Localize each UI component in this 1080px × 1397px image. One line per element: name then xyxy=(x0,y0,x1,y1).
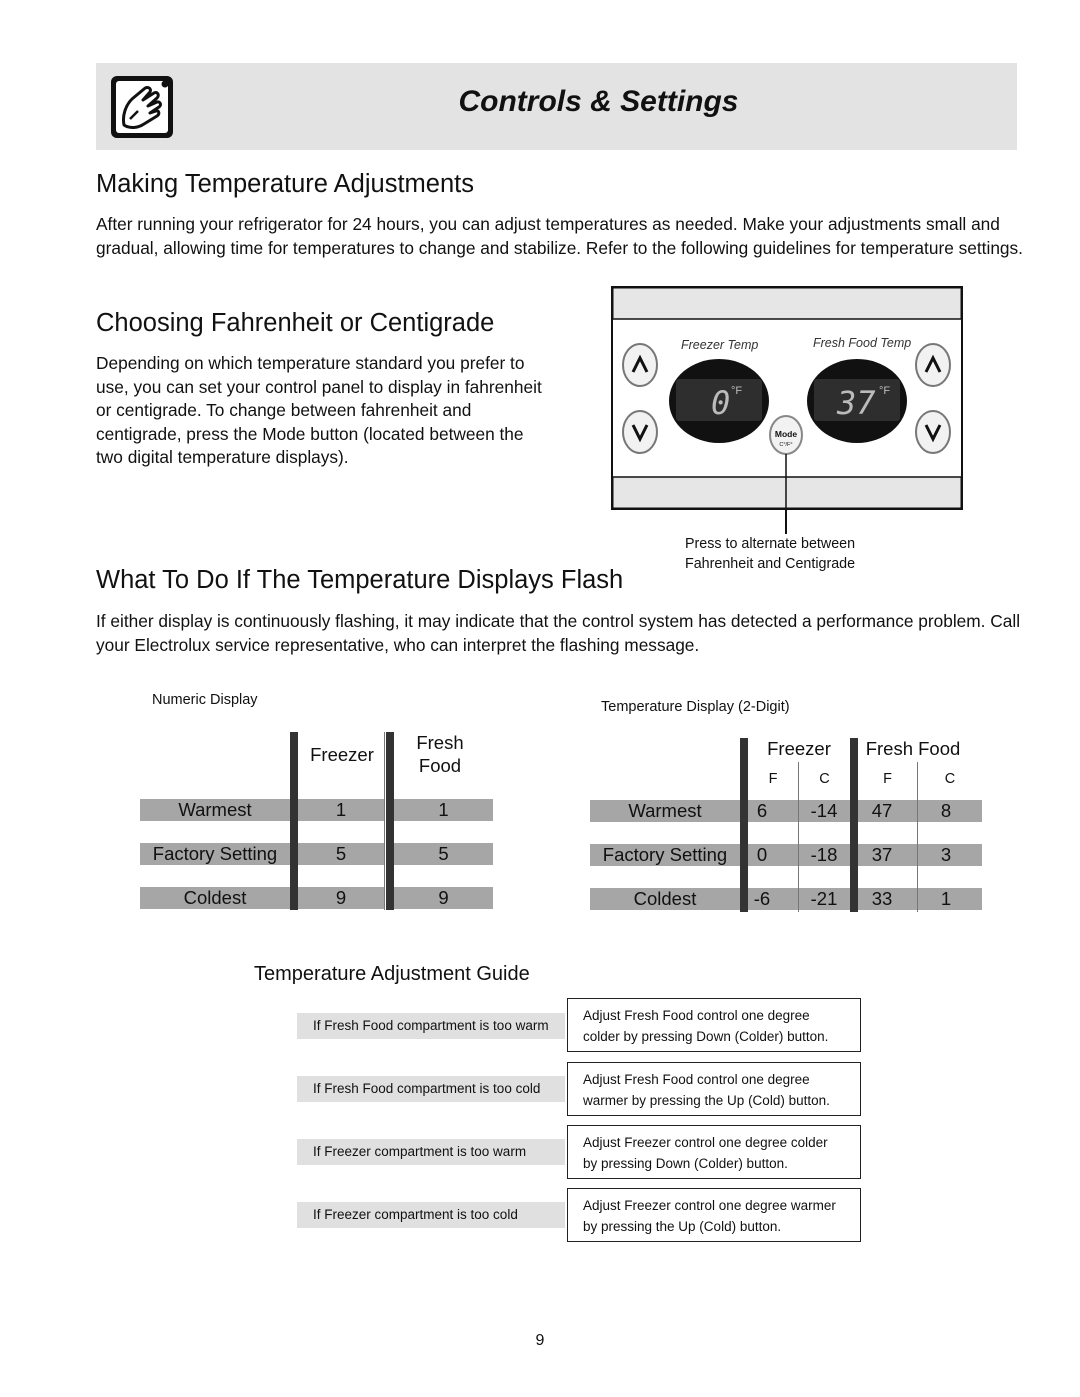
fresh-food-display xyxy=(807,359,907,443)
row-label: Factory Setting xyxy=(152,843,278,864)
guide-action xyxy=(567,1188,861,1242)
display-flash-text: If either display is continuously flashing, it may indicate that the control system has detected a performance problem. Call your Electrolux service representative, who can interpret the flashing message. xyxy=(96,611,1021,655)
freezer-up-button[interactable] xyxy=(623,344,657,386)
fresh-food-display-value: 37 xyxy=(837,384,876,422)
freezer-value: 5 xyxy=(335,843,347,864)
fresh-f-value: 47 xyxy=(871,800,893,821)
numeric-header-fresh-2: Food xyxy=(418,755,462,776)
display-flash-heading: What To Do If The Temperature Displays Flash xyxy=(96,566,624,594)
freezer-c-value: -14 xyxy=(810,800,838,821)
freezer-f-value: 0 xyxy=(756,844,768,865)
fahrenheit-centigrade-text: Depending on which temperature standard you prefer to use, you can set your control panel to display in fahrenheit or centigrade. To change between fahrenheit and centigrade, press the Mode button (located between the two digital temperature displays). xyxy=(96,353,542,467)
guide-action-line: by pressing Down (Colder) button. xyxy=(583,1156,788,1171)
mode-button[interactable] xyxy=(770,416,802,454)
freezer-temp-label: Freezer Temp xyxy=(681,338,759,352)
guide-action-line: Adjust Fresh Food control one degree xyxy=(583,1072,810,1087)
freezer-f-value: 6 xyxy=(756,800,768,821)
fresh-food-display-unit: °F xyxy=(879,385,891,397)
guide-action-line: warmer by pressing the Up (Cold) button. xyxy=(583,1093,830,1108)
fresh-c-value: 8 xyxy=(940,800,952,821)
row-label: Factory Setting xyxy=(602,844,728,865)
fresh-value: 9 xyxy=(438,887,449,908)
temp-header-freezer: Freezer xyxy=(767,738,831,759)
numeric-header-freezer: Freezer xyxy=(310,744,374,765)
making-adjustments-heading: Making Temperature Adjustments xyxy=(96,170,474,198)
row-label: Warmest xyxy=(178,799,252,820)
mode-callout-caption xyxy=(685,535,915,574)
numeric-display-label: Numeric Display xyxy=(152,692,258,708)
freezer-display-value: 0 xyxy=(711,384,731,422)
guide-condition: If Freezer compartment is too cold xyxy=(297,1202,565,1228)
freezer-f-value: -6 xyxy=(753,888,771,909)
row-label: Warmest xyxy=(628,800,702,821)
freezer-c-value: -21 xyxy=(810,888,838,909)
guide-action-line: Adjust Fresh Food control one degree xyxy=(583,1008,810,1023)
row-label: Coldest xyxy=(183,887,247,908)
numeric-header-fresh-1: Fresh xyxy=(416,732,464,753)
adjustment-guide-heading: Temperature Adjustment Guide xyxy=(254,963,530,985)
fresh-food-up-button[interactable] xyxy=(916,344,950,386)
freezer-unit-f: F xyxy=(768,771,778,787)
guide-action xyxy=(567,1062,861,1116)
freezer-display-unit: °F xyxy=(731,385,743,397)
fahrenheit-centigrade-heading: Choosing Fahrenheit or Centigrade xyxy=(96,309,495,337)
guide-action xyxy=(567,1125,861,1179)
freezer-unit-c: C xyxy=(819,771,830,787)
guide-condition: If Freezer compartment is too warm xyxy=(297,1139,565,1165)
freezer-value: 1 xyxy=(335,799,347,820)
fresh-unit-c: C xyxy=(944,771,956,787)
guide-action-line: colder by pressing Down (Colder) button. xyxy=(583,1029,829,1044)
fresh-c-value: 3 xyxy=(940,844,952,865)
guide-action-line: by pressing the Up (Cold) button. xyxy=(583,1219,782,1234)
row-label: Coldest xyxy=(633,888,697,909)
fresh-value: 5 xyxy=(438,843,449,864)
page-number: 9 xyxy=(535,1332,545,1349)
callout-line xyxy=(785,510,787,534)
fresh-c-value: 1 xyxy=(940,888,952,909)
fresh-value: 1 xyxy=(438,799,449,820)
page-title: Controls & Settings xyxy=(458,85,739,118)
mode-callout-line-2: Fahrenheit and Centigrade xyxy=(685,555,856,572)
section-header xyxy=(96,63,1017,150)
guide-action-line: Adjust Freezer control one degree warmer xyxy=(583,1198,836,1213)
fresh-food-temp-label: Fresh Food Temp xyxy=(813,336,912,350)
numeric-display-table xyxy=(140,732,500,912)
guide-condition: If Fresh Food compartment is too warm xyxy=(297,1013,565,1039)
temperature-display-label: Temperature Display (2-Digit) xyxy=(601,699,790,715)
mode-callout-line-1: Press to alternate between xyxy=(685,536,856,552)
temp-header-fresh-food: Fresh Food xyxy=(865,738,961,759)
making-adjustments-text: After running your refrigerator for 24 hours, you can adjust temperatures as needed. Make your adjustments small and gradual, allowing time for temperatures to change and stabilize. Refer to the following guidelines for temperature settings. xyxy=(96,214,1023,258)
mode-button-sublabel: C°/F° xyxy=(779,442,793,448)
freezer-value: 9 xyxy=(335,887,347,908)
fresh-f-value: 37 xyxy=(871,844,893,865)
control-panel-illustration xyxy=(611,286,963,510)
freezer-display xyxy=(669,359,769,443)
guide-action xyxy=(567,998,861,1052)
freezer-down-button[interactable] xyxy=(623,411,657,453)
temperature-display-table xyxy=(590,738,985,914)
fresh-f-value: 33 xyxy=(871,888,893,909)
mode-button-label: Mode xyxy=(774,429,798,439)
fresh-unit-f: F xyxy=(883,771,892,787)
fresh-food-down-button[interactable] xyxy=(916,411,950,453)
guide-action-line: Adjust Freezer control one degree colder xyxy=(583,1135,828,1150)
freezer-c-value: -18 xyxy=(810,844,838,865)
guide-condition: If Fresh Food compartment is too cold xyxy=(297,1076,565,1102)
